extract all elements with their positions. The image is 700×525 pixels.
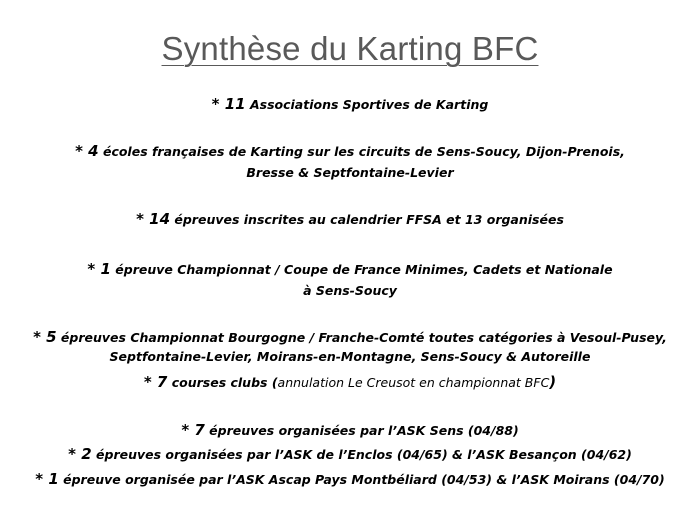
line-prefix: * 2 xyxy=(68,445,92,463)
line-close: ) xyxy=(549,373,557,391)
line-ask-ascap xyxy=(0,470,700,488)
line-prefix: * 4 xyxy=(75,142,99,160)
line-prefix: * 7 xyxy=(143,373,168,391)
line-ask-sens xyxy=(0,421,700,439)
line-championnat-france xyxy=(0,260,700,278)
line-prefix: * 11 xyxy=(211,95,246,113)
line-text: épreuve organisée par l’ASK Ascap Pays Montbéliard (04/53) & l’ASK Moirans (04/70) xyxy=(58,472,665,487)
line-text: Bresse & Septfontaine-Levier xyxy=(246,165,454,180)
line-prefix: * 7 xyxy=(181,421,205,439)
line-text: épreuves organisées par l’ASK de l’Enclos (04/65) & l’ASK Besançon (04/62) xyxy=(91,447,632,462)
line-prefix: * 14 xyxy=(136,210,171,228)
line-prefix: * 1 xyxy=(35,470,59,488)
line-championnat-france-cont xyxy=(0,283,700,298)
line-associations xyxy=(0,95,700,113)
line-ask-enclos xyxy=(0,445,700,463)
line-text: épreuves organisées par l’ASK Sens (04/88) xyxy=(204,423,519,438)
line-text: épreuves Championnat Bourgogne / Franche-Comté toutes catégories à Vesoul-Pusey, xyxy=(56,330,667,345)
line-courses-clubs xyxy=(0,373,700,391)
line-text: épreuve Championnat / Coupe de France Minimes, Cadets et Nationale xyxy=(110,262,613,277)
line-ecoles xyxy=(0,142,700,160)
line-text: épreuves inscrites au calendrier FFSA et 13 organisées xyxy=(170,212,564,227)
line-text: écoles françaises de Karting sur les circuits de Sens-Soucy, Dijon-Prenois, xyxy=(98,144,625,159)
line-text: courses clubs ( xyxy=(167,375,278,390)
line-epreuves-ffsa xyxy=(0,210,700,228)
line-prefix: * 1 xyxy=(87,260,111,278)
page-title: Synthèse du Karting BFC xyxy=(161,30,539,67)
line-text: à Sens-Soucy xyxy=(303,283,397,298)
line-championnat-bfc xyxy=(0,328,700,346)
line-text: Associations Sportives de Karting xyxy=(245,97,489,112)
line-prefix: * 5 xyxy=(33,328,57,346)
line-note: annulation Le Creusot en championnat BFC xyxy=(277,375,550,390)
line-championnat-bfc-cont xyxy=(0,349,700,364)
line-text: Septfontaine-Levier, Moirans-en-Montagne, Sens-Soucy & Autoreille xyxy=(109,349,591,364)
line-ecoles-cont xyxy=(0,165,700,180)
